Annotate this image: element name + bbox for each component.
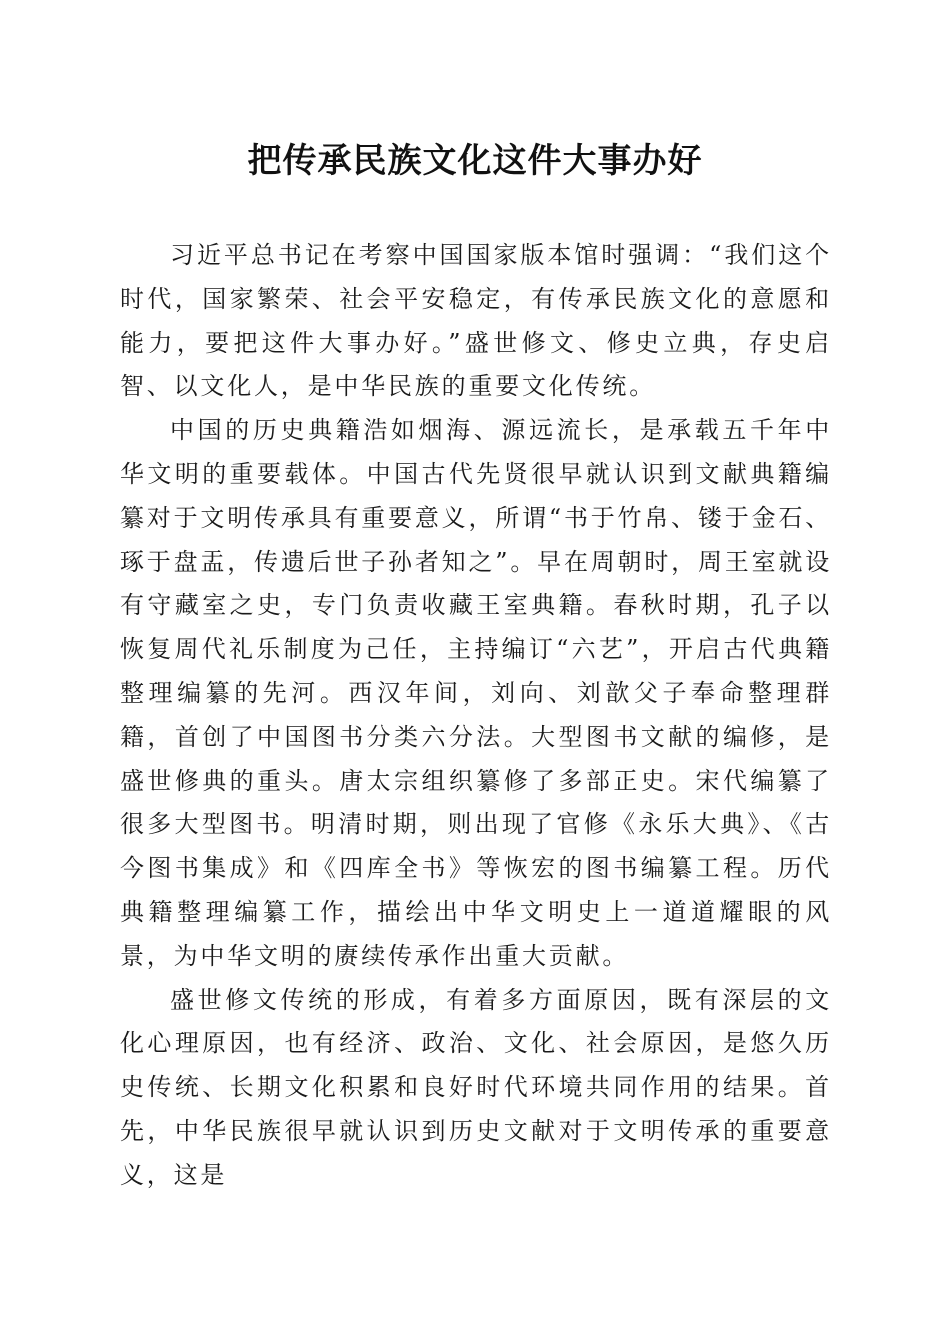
paragraph-1: 习近平总书记在考察中国国家版本馆时强调：“我们这个时代，国家繁荣、社会平安稳定，有传承民族文化的意愿和能力，要把这件大事办好。”盛世修文、修史立典，存史启智、以文化人，是中华民族的重要文化传统。 [120,241,832,401]
paragraph-2: 中国的历史典籍浩如烟海、源远流长，是承载五千年中华文明的重要载体。中国古代先贤很早就认识到文献典籍编纂对于文明传承具有重要意义，所谓“书于竹帛、镂于金石、琢于盘盂，传遗后世子孙者知之”。早在周朝时，周王室就设有守藏室之史，专门负责收藏王室典籍。春秋时期，孔子以恢复周代礼乐制度为己任，主持编订“六艺”，开启古代典籍整理编纂的先河。西汉年间，刘向、刘歆父子奉命整理群籍，首创了中国图书分类六分法。大型图书文献的编修，是盛世修典的重头。唐太宗组织纂修了多部正史。宋代编纂了很多大型图书。明清时期，则出现了官修《永乐大典》、《古今图书集成》和《四库全书》等恢宏的图书编纂工程。历代典籍整理编纂工作，描绘出中华文明史上一道道耀眼的风景，为中华文明的赓续传承作出重大贡献。 [120,416,832,970]
document-body [120,234,832,1198]
document-title: 把传承民族文化这件大事办好 [247,141,703,181]
paragraph-3: 盛世修文传统的形成，有着多方面原因，既有深层的文化心理原因，也有经济、政治、文化、社会原因，是悠久历史传统、长期文化积累和良好时代环境共同作用的结果。首先，中华民族很早就认识到历史文献对于文明传承的重要意义，这是 [120,985,832,1189]
